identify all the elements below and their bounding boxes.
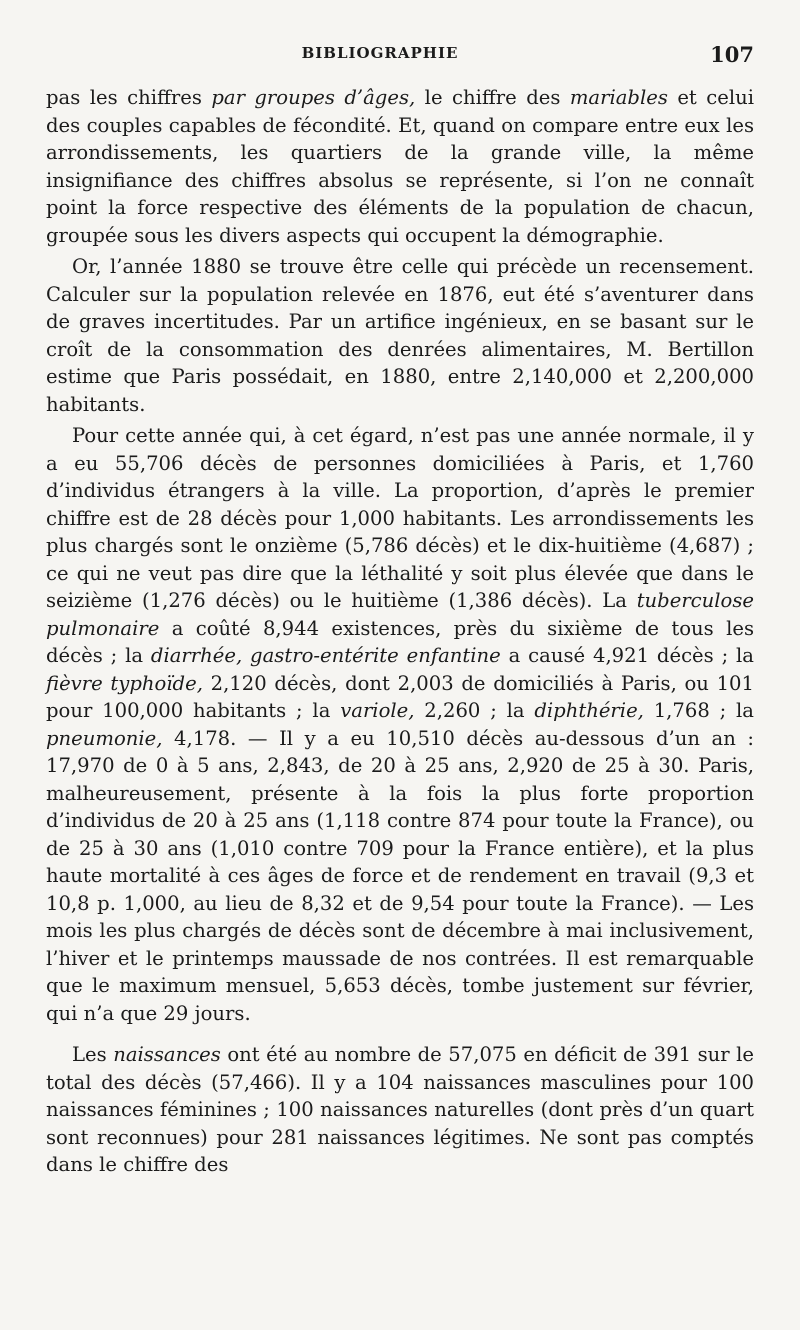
paragraph bbox=[46, 253, 754, 418]
text-run: a coûté 8,944 existences, près du sixième de tous les décès ; la bbox=[46, 616, 754, 667]
italic-term: variole, bbox=[340, 699, 415, 722]
italic-term: naissances bbox=[113, 1043, 221, 1066]
text-run: et celui des couples capables de fécondité. Et, quand on compare entre eux les arrondissements, les quartiers de la grande ville, la même insignifiance des chiffres absolus se représente, si l’on ne connaît point la force respective des éléments de la population de chacun, groupée sous les divers aspects qui occupent la démographie. bbox=[46, 86, 754, 247]
text-run: Pour cette année qui, à cet égard, n’est pas une année normale, il y a eu 55,706 décès de personnes domiciliées à Paris, et 1,760 d’individus étrangers à la ville. La proportion, d’après le premier chiffre est de 28 décès pour 1,000 habitants. Les arrondissements les plus chargés sont le onzième (5,786 décès) et le dix-huitième (4,687) ; ce qui ne veut pas dire que la léthalité y soit plus élevée que dans le seizième (1,276 décès) ou le huitième (1,386 décès). La bbox=[46, 424, 754, 612]
italic-term: par groupes d’âges, bbox=[211, 86, 416, 109]
body-text bbox=[46, 84, 754, 1179]
page-header bbox=[46, 44, 754, 84]
page-number: 107 bbox=[710, 42, 754, 67]
italic-term: mariables bbox=[569, 86, 668, 109]
text-run: 1,768 ; la bbox=[643, 699, 754, 722]
italic-term: pneumonie, bbox=[46, 726, 163, 750]
text-run: 2,260 ; la bbox=[414, 699, 535, 722]
italic-term: tuberculose pulmonaire bbox=[46, 589, 754, 640]
text-run: Les bbox=[72, 1043, 114, 1066]
running-title: BIBLIOGRAPHIE bbox=[301, 44, 459, 62]
text-run: a causé 4,921 décès ; la bbox=[500, 644, 754, 667]
paragraph bbox=[46, 422, 754, 1027]
text-run: le chiffre des bbox=[415, 86, 570, 109]
italic-term: diphthérie, bbox=[534, 699, 644, 722]
text-run: pas les chiffres bbox=[46, 86, 212, 109]
text-run: 2,120 décès, dont 2,003 de domiciliés à Paris, ou 101 pour 100,000 habitants ; la bbox=[46, 671, 754, 722]
text-run: ont été au nombre de 57,075 en déficit de 391 sur le total des décès (57,466). Il y a 104 naissances masculines pour 100 naissances féminines ; 100 naissances naturelles (dont près d’un quart sont reconnues) pour 281 naissances légitimes. Ne sont pas comptés dans le chiffre des bbox=[46, 1043, 754, 1176]
paragraph bbox=[46, 84, 754, 249]
text-run: 4,178. — Il y a eu 10,510 décès au-dessous d’un an : 17,970 de 0 à 5 ans, 2,843, de 20 à 25 ans, 2,920 de 25 à 30. Paris, malheureusement, présente à la fois la plus forte proportion d’individus de 20 à 25 ans (1,118 contre 874 pour toute la France), ou de 25 à 30 ans (1,010 contre 709 pour la France entière), et la plus haute mortalité à ces âges de force et de rendement en travail (9,3 et 10,8 p. 1,000, au lieu de 8,32 et de 9,54 pour toute la France). — Les mois les plus chargés de décès sont de décembre à mai inclusivement, l’hiver et le printemps maussade de nos contrées. Il est remarquable que le maximum mensuel, 5,653 décès, tombe justement sur février, qui n’a que 29 jours. bbox=[46, 726, 754, 1025]
paragraph bbox=[46, 1041, 754, 1179]
text-run: Or, l’année 1880 se trouve être celle qui précède un recensement. Calculer sur la population relevée en 1876, eut été s’aventurer dans de graves incertitudes. Par un artifice ingénieux, en se basant sur le croît de la consommation des denrées alimentaires, M. Bertillon estime que Paris possédait, en 1880, entre 2,140,000 et 2,200,000 habitants. bbox=[46, 255, 754, 416]
italic-term: fièvre typhoïde, bbox=[46, 671, 203, 695]
italic-term: diarrhée, gastro-entérite enfantine bbox=[150, 644, 501, 667]
